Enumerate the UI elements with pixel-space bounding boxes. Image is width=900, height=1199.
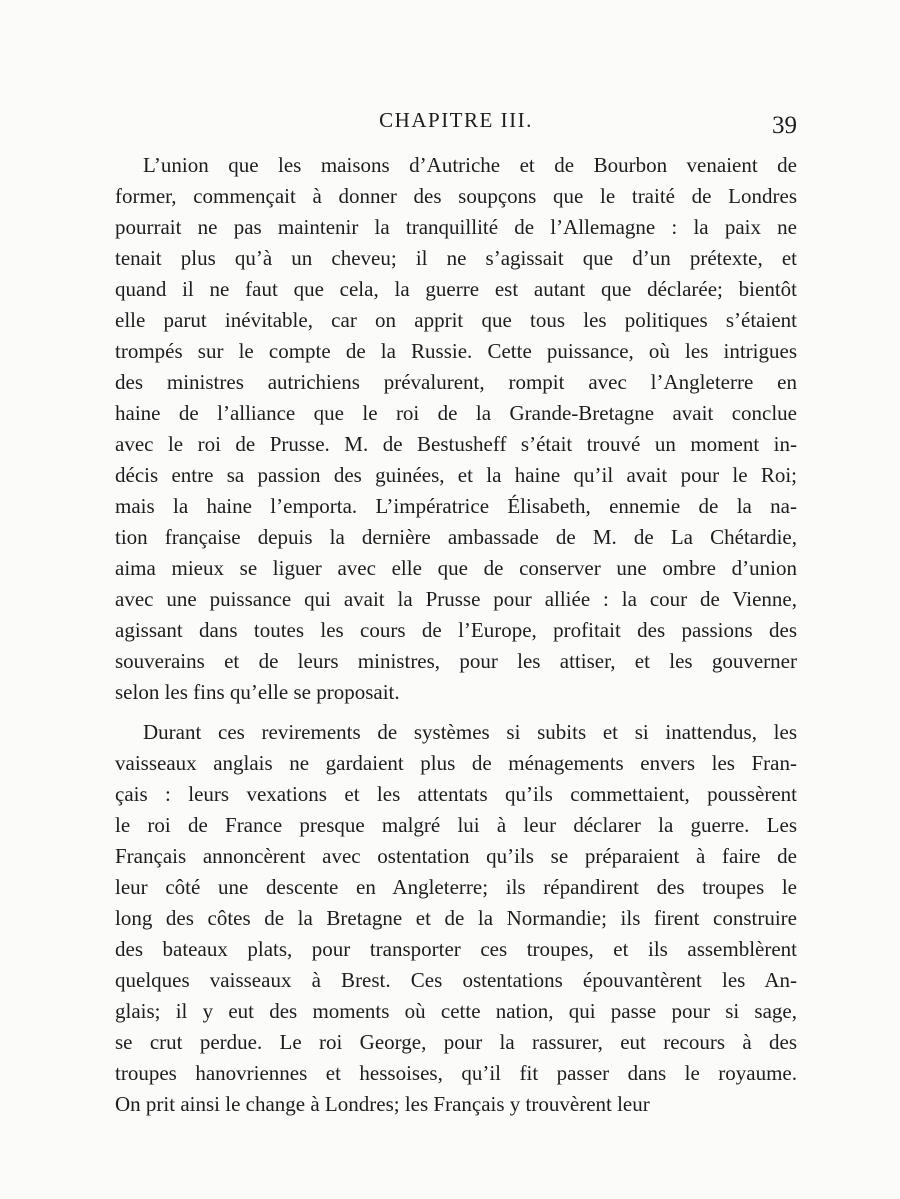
text-line: pourrait ne pas maintenir la tranquillité de l’Allemagne : la paix ne <box>115 215 797 239</box>
text-line: des ministres autrichiens prévalurent, rompit avec l’Angleterre en <box>115 370 797 394</box>
chapter-title: CHAPITRE III. <box>379 108 533 132</box>
body-text <box>115 150 797 1129</box>
text-line: avec le roi de Prusse. M. de Bestusheff s’était trouvé un moment in- <box>115 432 797 456</box>
text-line: former, commençait à donner des soupçons que le traité de Londres <box>115 184 797 208</box>
text-line: çais : leurs vexations et les attentats qu’ils commettaient, poussèrent <box>115 782 797 806</box>
text-line: leur côté une descente en Angleterre; ils répandirent des troupes le <box>115 875 797 899</box>
text-line: haine de l’alliance que le roi de la Grande-Bretagne avait conclue <box>115 401 797 425</box>
running-head <box>115 108 797 142</box>
text-line: aima mieux se liguer avec elle que de conserver une ombre d’union <box>115 556 797 580</box>
text-line: le roi de France presque malgré lui à leur déclarer la guerre. Les <box>115 813 797 837</box>
text-line: On prit ainsi le change à Londres; les Français y trouvèrent leur <box>115 1092 650 1116</box>
text-line: quelques vaisseaux à Brest. Ces ostentations épouvantèrent les An- <box>115 968 797 992</box>
text-line: mais la haine l’emporta. L’impératrice Élisabeth, ennemie de la na- <box>115 494 797 518</box>
text-line: tion française depuis la dernière ambassade de M. de La Chétardie, <box>115 525 797 549</box>
text-line: elle parut inévitable, car on apprit que tous les politiques s’étaient <box>115 308 797 332</box>
text-line: avec une puissance qui avait la Prusse pour alliée : la cour de Vienne, <box>115 587 797 611</box>
text-line: Durant ces revirements de systèmes si subits et si inattendus, les <box>143 720 797 744</box>
text-line: glais; il y eut des moments où cette nation, qui passe pour si sage, <box>115 999 797 1023</box>
paragraph <box>115 717 797 1120</box>
text-line: Français annoncèrent avec ostentation qu’ils se préparaient à faire de <box>115 844 797 868</box>
text-line: selon les fins qu’elle se proposait. <box>115 680 400 704</box>
text-line: tenait plus qu’à un cheveu; il ne s’agissait que d’un prétexte, et <box>115 246 797 270</box>
text-line: vaisseaux anglais ne gardaient plus de ménagements envers les Fran- <box>115 751 797 775</box>
text-line: des bateaux plats, pour transporter ces troupes, et ils assemblèrent <box>115 937 797 961</box>
text-line: souverains et de leurs ministres, pour les attiser, et les gouverner <box>115 649 797 673</box>
text-line: troupes hanovriennes et hessoises, qu’il fit passer dans le royaume. <box>115 1061 797 1085</box>
text-line: agissant dans toutes les cours de l’Europe, profitait des passions des <box>115 618 797 642</box>
text-line: se crut perdue. Le roi George, pour la rassurer, eut recours à des <box>115 1030 797 1054</box>
text-line: trompés sur le compte de la Russie. Cette puissance, où les intrigues <box>115 339 797 363</box>
paragraph <box>115 150 797 708</box>
text-line: décis entre sa passion des guinées, et la haine qu’il avait pour le Roi; <box>115 463 797 487</box>
page-number: 39 <box>772 112 797 139</box>
text-line: quand il ne faut que cela, la guerre est autant que déclarée; bientôt <box>115 277 797 301</box>
text-line: L’union que les maisons d’Autriche et de Bourbon venaient de <box>143 153 797 177</box>
text-line: long des côtes de la Bretagne et de la Normandie; ils firent construire <box>115 906 797 930</box>
